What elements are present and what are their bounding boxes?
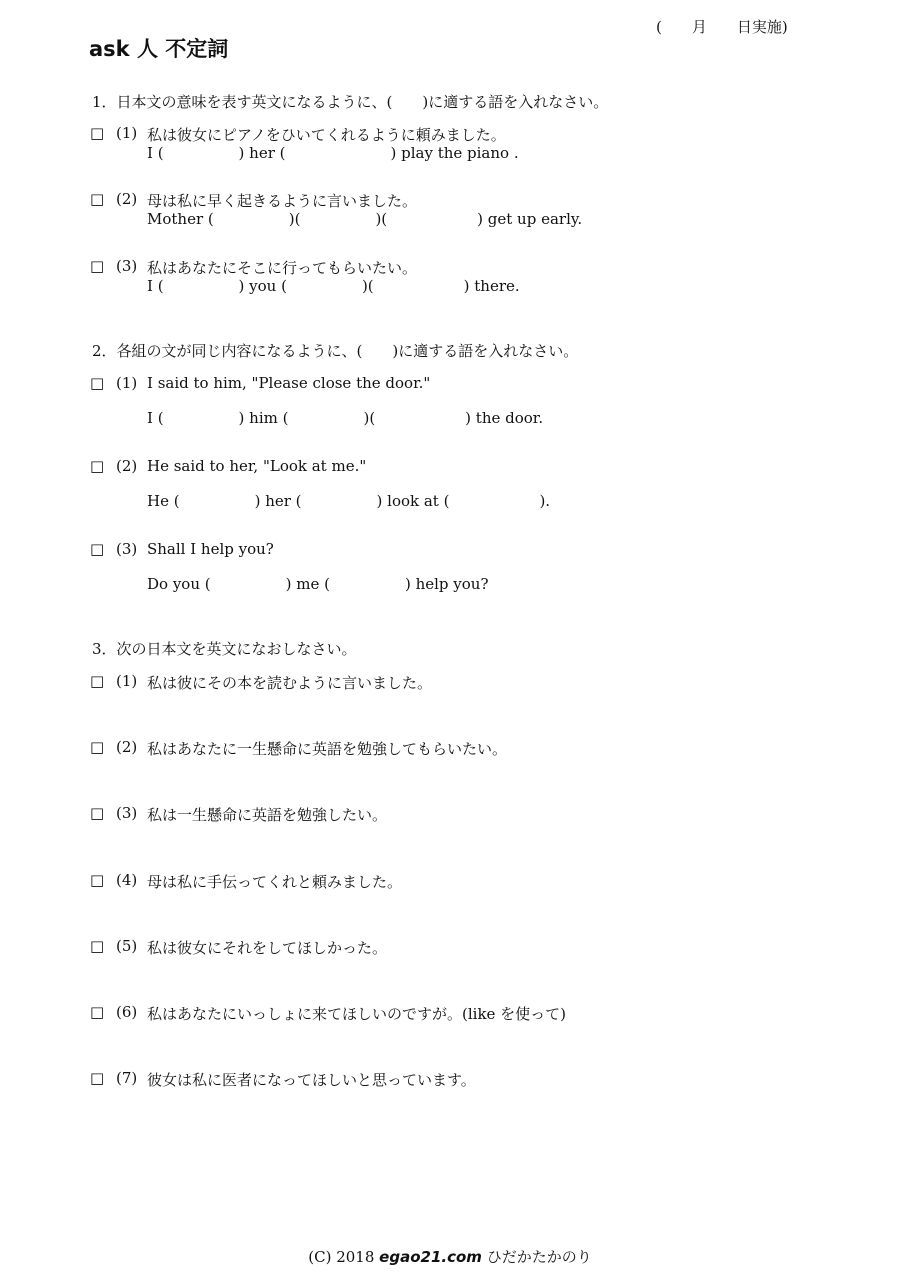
footer-brand: egao21.com	[379, 1248, 482, 1266]
question-text: I said to him, "Please close the door."	[147, 374, 431, 392]
question-text: 私は彼女にそれをしてほしかった。	[147, 939, 388, 957]
checkbox[interactable]: □	[90, 1003, 105, 1021]
question-number: (2)	[116, 190, 138, 208]
page-title: ask 人 不定詞	[89, 37, 229, 61]
question-text: 私は彼女にピアノをひいてくれるように頼みました。	[147, 126, 506, 144]
question-number: (3)	[116, 804, 138, 822]
question-number: (3)	[116, 257, 138, 275]
checkbox[interactable]: □	[90, 738, 105, 756]
footer-author: ひだかたかのり	[486, 1248, 592, 1266]
checkbox[interactable]: □	[90, 374, 105, 392]
checkbox[interactable]: □	[90, 937, 105, 955]
answer-line[interactable]: I ( ) you ( )( ) there.	[147, 277, 520, 295]
question-number: (2)	[116, 738, 138, 756]
checkbox[interactable]: □	[90, 457, 105, 475]
checkbox[interactable]: □	[90, 190, 105, 208]
date-label: ( 月 日実施)	[656, 18, 788, 36]
question-number: (2)	[116, 457, 138, 475]
checkbox[interactable]: □	[90, 804, 105, 822]
section-1-heading: 1．日本文の意味を表す英文になるように、( )に適する語を入れなさい。	[92, 93, 609, 111]
checkbox[interactable]: □	[90, 124, 105, 142]
footer	[0, 1246, 900, 1267]
question-text: 私は彼にその本を読むように言いました。	[147, 674, 433, 692]
section-2-heading: 2．各組の文が同じ内容になるように、( )に適する語を入れなさい。	[92, 342, 579, 360]
question-text: He said to her, "Look at me."	[147, 457, 367, 475]
checkbox[interactable]: □	[90, 257, 105, 275]
question-number: (5)	[116, 937, 138, 955]
answer-line[interactable]: Mother ( )( )( ) get up early.	[147, 210, 583, 228]
question-number: (1)	[116, 672, 138, 690]
question-text: Shall I help you?	[147, 540, 274, 558]
answer-line[interactable]: He ( ) her ( ) look at ( ).	[147, 492, 551, 510]
question-number: (4)	[116, 871, 138, 889]
answer-line[interactable]: I ( ) him ( )( ) the door.	[147, 409, 544, 427]
question-number: (1)	[116, 124, 138, 142]
question-number: (7)	[116, 1069, 138, 1087]
question-number: (3)	[116, 540, 138, 558]
section-3-heading: 3．次の日本文を英文になおしなさい。	[92, 640, 357, 658]
answer-line[interactable]: Do you ( ) me ( ) help you?	[147, 575, 489, 593]
question-text: 私は一生懸命に英語を勉強したい。	[147, 806, 388, 824]
footer-copyright: (C) 2018	[308, 1248, 375, 1266]
question-text: 私はあなたにいっしょに来てほしいのですが。(like を使って)	[147, 1005, 567, 1023]
checkbox[interactable]: □	[90, 672, 105, 690]
checkbox[interactable]: □	[90, 871, 105, 889]
checkbox[interactable]: □	[90, 1069, 105, 1087]
question-text: 私はあなたにそこに行ってもらいたい。	[147, 259, 418, 277]
answer-line[interactable]: I ( ) her ( ) play the piano .	[147, 144, 519, 162]
checkbox[interactable]: □	[90, 540, 105, 558]
question-text: 母は私に手伝ってくれと頼みました。	[147, 873, 403, 891]
question-number: (1)	[116, 374, 138, 392]
question-text: 私はあなたに一生懸命に英語を勉強してもらいたい。	[147, 740, 508, 758]
question-number: (6)	[116, 1003, 138, 1021]
question-text: 彼女は私に医者になってほしいと思っています。	[147, 1071, 476, 1089]
question-text: 母は私に早く起きるように言いました。	[147, 192, 418, 210]
